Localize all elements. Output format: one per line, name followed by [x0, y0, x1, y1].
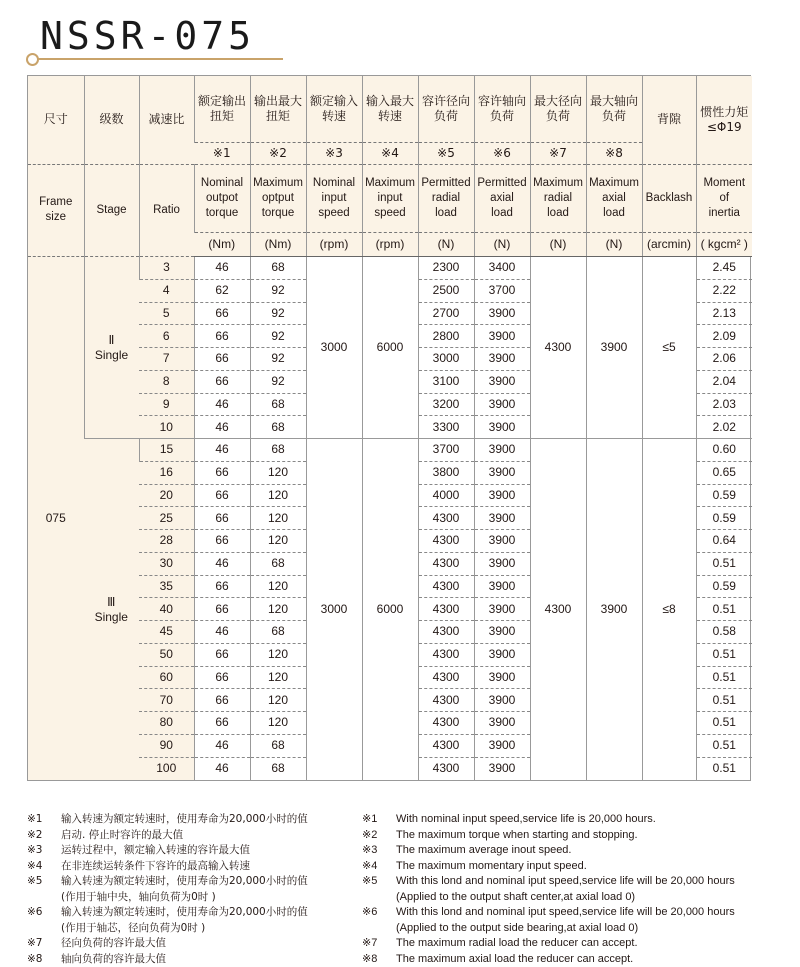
- max-torque-cell: 120: [250, 666, 306, 689]
- inertia-cell: 2.06: [696, 348, 752, 371]
- note-text: 输入转速为额定转速时，使用寿命为20,000小时的值: [61, 812, 308, 828]
- permitted-axial-cell: 3900: [474, 439, 530, 462]
- permitted-axial-cell: 3900: [474, 348, 530, 371]
- ratio-cell: 5: [139, 302, 194, 325]
- backlash-cell: ≤5: [642, 257, 696, 439]
- ratio-cell: 90: [139, 734, 194, 757]
- nominal-input-speed-cell: 3000: [306, 257, 362, 439]
- header-en: Frame size: [28, 164, 84, 256]
- header-zh: 级数: [84, 76, 139, 164]
- ratio-cell: 35: [139, 575, 194, 598]
- note-line: [362, 828, 792, 844]
- permitted-axial-cell: 3400: [474, 257, 530, 280]
- nominal-torque-cell: 66: [194, 598, 250, 621]
- ratio-cell: 45: [139, 621, 194, 644]
- permitted-radial-cell: 3300: [418, 416, 474, 439]
- permitted-axial-cell: 3900: [474, 621, 530, 644]
- inertia-cell: 0.59: [696, 484, 752, 507]
- footnote-mark: ※3: [306, 142, 362, 164]
- note-line: [27, 828, 357, 844]
- note-text: (Applied to the output side bearing,at axial load 0): [396, 921, 638, 937]
- nominal-torque-cell: 46: [194, 393, 250, 416]
- permitted-axial-cell: 3700: [474, 279, 530, 302]
- max-torque-cell: 92: [250, 348, 306, 371]
- header-en: Maximum input speed: [362, 164, 418, 232]
- note-text: The maximum average inout speed.: [396, 843, 571, 859]
- header-zh: 惯性力矩 ≤Φ19: [696, 76, 752, 164]
- note-line: [27, 905, 357, 921]
- inertia-cell: 0.51: [696, 712, 752, 735]
- ratio-cell: 15: [139, 439, 194, 462]
- max-axial-cell: 3900: [586, 439, 642, 780]
- note-line: [27, 843, 357, 859]
- permitted-radial-cell: 4300: [418, 734, 474, 757]
- header-en: Backlash: [642, 164, 696, 232]
- note-text: 在非连续运转条件下容许的最高输入转速: [61, 859, 250, 875]
- header-unit: (N): [530, 232, 586, 256]
- note-text: The maximum axial load the reducer can accept.: [396, 952, 633, 967]
- inertia-cell: 0.51: [696, 598, 752, 621]
- ratio-cell: 100: [139, 757, 194, 780]
- permitted-radial-cell: 4300: [418, 712, 474, 735]
- permitted-axial-cell: 3900: [474, 325, 530, 348]
- header-zh: 输出最大 扭矩: [250, 76, 306, 142]
- ratio-cell: 70: [139, 689, 194, 712]
- max-torque-cell: 92: [250, 302, 306, 325]
- nominal-torque-cell: 66: [194, 348, 250, 371]
- header-zh: 最大轴向 负荷: [586, 76, 642, 142]
- permitted-axial-cell: 3900: [474, 302, 530, 325]
- header-zh: 容许径向 负荷: [418, 76, 474, 142]
- inertia-cell: 0.51: [696, 689, 752, 712]
- note-line: [362, 921, 792, 937]
- inertia-cell: 2.09: [696, 325, 752, 348]
- note-text: 轴向负荷的容许最大值: [61, 952, 166, 967]
- note-mark: ※7: [27, 936, 61, 952]
- header-zh: 额定输出 扭矩: [194, 76, 250, 142]
- nominal-torque-cell: 46: [194, 552, 250, 575]
- inertia-cell: 2.13: [696, 302, 752, 325]
- permitted-radial-cell: 4300: [418, 757, 474, 780]
- header-zh: 额定输入 转速: [306, 76, 362, 142]
- note-text: The maximum torque when starting and stopping.: [396, 828, 638, 844]
- permitted-axial-cell: 3900: [474, 712, 530, 735]
- inertia-cell: 0.59: [696, 575, 752, 598]
- permitted-radial-cell: 4300: [418, 666, 474, 689]
- note-mark: ※2: [27, 828, 61, 844]
- note-line: [362, 890, 792, 906]
- permitted-radial-cell: 4300: [418, 643, 474, 666]
- ratio-cell: 40: [139, 598, 194, 621]
- ratio-cell: 9: [139, 393, 194, 416]
- ratio-cell: 30: [139, 552, 194, 575]
- nominal-input-speed-cell: 3000: [306, 439, 362, 780]
- max-input-speed-cell: 6000: [362, 257, 418, 439]
- inertia-cell: 0.58: [696, 621, 752, 644]
- header-en: Moment of inertia: [696, 164, 752, 232]
- note-mark: ※7: [362, 936, 396, 952]
- ratio-cell: 3: [139, 257, 194, 280]
- inertia-cell: 0.64: [696, 530, 752, 553]
- header-zh: 输入最大 转速: [362, 76, 418, 142]
- note-text: With this lond and nominal iput speed,service life will be 20,000 hours: [396, 905, 735, 921]
- header-en: Ratio: [139, 164, 194, 256]
- permitted-axial-cell: 3900: [474, 507, 530, 530]
- note-text: The maximum momentary input speed.: [396, 859, 587, 875]
- max-torque-cell: 68: [250, 393, 306, 416]
- ratio-cell: 50: [139, 643, 194, 666]
- nominal-torque-cell: 66: [194, 461, 250, 484]
- inertia-cell: 2.22: [696, 279, 752, 302]
- inertia-cell: 2.02: [696, 416, 752, 439]
- header-en: Maximum optput torque: [250, 164, 306, 232]
- note-mark: ※6: [362, 905, 396, 921]
- note-line: [362, 843, 792, 859]
- ratio-cell: 60: [139, 666, 194, 689]
- header-zh: 最大径向 负荷: [530, 76, 586, 142]
- title-underline: [33, 58, 283, 60]
- note-mark: ※3: [27, 843, 61, 859]
- permitted-axial-cell: 3900: [474, 530, 530, 553]
- nominal-torque-cell: 66: [194, 325, 250, 348]
- permitted-radial-cell: 4300: [418, 598, 474, 621]
- ratio-cell: 28: [139, 530, 194, 553]
- permitted-radial-cell: 3700: [418, 439, 474, 462]
- nominal-torque-cell: 66: [194, 575, 250, 598]
- nominal-torque-cell: 66: [194, 484, 250, 507]
- max-torque-cell: 68: [250, 257, 306, 280]
- title-bullet-icon: [26, 53, 39, 66]
- max-radial-cell: 4300: [530, 257, 586, 439]
- inertia-cell: 0.51: [696, 734, 752, 757]
- note-line: [362, 936, 792, 952]
- permitted-radial-cell: 2800: [418, 325, 474, 348]
- ratio-cell: 7: [139, 348, 194, 371]
- note-mark: [362, 921, 396, 937]
- max-torque-cell: 92: [250, 370, 306, 393]
- permitted-radial-cell: 4300: [418, 507, 474, 530]
- permitted-axial-cell: 3900: [474, 461, 530, 484]
- nominal-torque-cell: 66: [194, 712, 250, 735]
- max-torque-cell: 120: [250, 530, 306, 553]
- header-unit: (arcmin): [642, 232, 696, 256]
- nominal-torque-cell: 66: [194, 302, 250, 325]
- nominal-torque-cell: 46: [194, 257, 250, 280]
- header-unit: (Nm): [250, 232, 306, 256]
- note-line: [362, 905, 792, 921]
- max-torque-cell: 68: [250, 621, 306, 644]
- spec-table: [27, 75, 751, 781]
- header-en: Maximum axial load: [586, 164, 642, 232]
- inertia-cell: 0.51: [696, 643, 752, 666]
- inertia-cell: 2.45: [696, 257, 752, 280]
- inertia-cell: 2.03: [696, 393, 752, 416]
- permitted-axial-cell: 3900: [474, 666, 530, 689]
- note-mark: ※3: [362, 843, 396, 859]
- note-text: (作用于轴中央，轴向负荷为0时 ): [61, 890, 216, 906]
- footnote-mark: ※4: [362, 142, 418, 164]
- footnote-mark: ※8: [586, 142, 642, 164]
- footnote-mark: ※1: [194, 142, 250, 164]
- note-mark: ※5: [27, 874, 61, 890]
- header-unit: (N): [418, 232, 474, 256]
- permitted-axial-cell: 3900: [474, 643, 530, 666]
- note-line: [27, 936, 357, 952]
- note-line: [362, 874, 792, 890]
- permitted-radial-cell: 4300: [418, 575, 474, 598]
- note-mark: [27, 890, 61, 906]
- note-text: (Applied to the output shaft center,at axial load 0): [396, 890, 635, 906]
- nominal-torque-cell: 46: [194, 734, 250, 757]
- note-text: 运转过程中，额定输入转速的容许最大值: [61, 843, 250, 859]
- permitted-axial-cell: 3900: [474, 416, 530, 439]
- header-zh: 尺寸: [28, 76, 84, 164]
- nominal-torque-cell: 66: [194, 370, 250, 393]
- inertia-cell: 0.59: [696, 507, 752, 530]
- note-text: 输入转速为额定转速时，使用寿命为20,000小时的值: [61, 874, 308, 890]
- nominal-torque-cell: 46: [194, 416, 250, 439]
- permitted-axial-cell: 3900: [474, 575, 530, 598]
- permitted-radial-cell: 3800: [418, 461, 474, 484]
- max-torque-cell: 120: [250, 598, 306, 621]
- permitted-axial-cell: 3900: [474, 484, 530, 507]
- nominal-torque-cell: 66: [194, 530, 250, 553]
- header-en: Nominal input speed: [306, 164, 362, 232]
- note-mark: ※1: [362, 812, 396, 828]
- permitted-radial-cell: 2700: [418, 302, 474, 325]
- max-torque-cell: 120: [250, 575, 306, 598]
- max-torque-cell: 68: [250, 757, 306, 780]
- note-line: [362, 812, 792, 828]
- permitted-axial-cell: 3900: [474, 552, 530, 575]
- notes-english: [362, 812, 792, 967]
- note-line: [27, 859, 357, 875]
- max-torque-cell: 68: [250, 416, 306, 439]
- note-text: 启动. 停止时容许的最大值: [61, 828, 183, 844]
- nominal-torque-cell: 62: [194, 279, 250, 302]
- header-unit: (rpm): [306, 232, 362, 256]
- note-mark: [27, 921, 61, 937]
- nominal-torque-cell: 46: [194, 757, 250, 780]
- max-torque-cell: 120: [250, 484, 306, 507]
- ratio-cell: 25: [139, 507, 194, 530]
- ratio-cell: 80: [139, 712, 194, 735]
- header-zh: 减速比: [139, 76, 194, 164]
- max-torque-cell: 120: [250, 643, 306, 666]
- header-unit: (Nm): [194, 232, 250, 256]
- frame-size-cell: 075: [28, 257, 84, 780]
- max-torque-cell: 92: [250, 325, 306, 348]
- max-torque-cell: 68: [250, 439, 306, 462]
- footnote-mark: ※5: [418, 142, 474, 164]
- max-axial-cell: 3900: [586, 257, 642, 439]
- inertia-cell: 0.60: [696, 439, 752, 462]
- note-text: With this lond and nominal iput speed,service life will be 20,000 hours: [396, 874, 735, 890]
- permitted-axial-cell: 3900: [474, 393, 530, 416]
- inertia-cell: 2.04: [696, 370, 752, 393]
- stage-cell: Ⅲ Single: [84, 439, 139, 780]
- note-line: [27, 952, 357, 967]
- note-mark: ※4: [362, 859, 396, 875]
- ratio-cell: 4: [139, 279, 194, 302]
- header-en: Maximum radial load: [530, 164, 586, 232]
- ratio-cell: 6: [139, 325, 194, 348]
- note-line: [362, 952, 792, 967]
- max-torque-cell: 120: [250, 507, 306, 530]
- ratio-cell: 8: [139, 370, 194, 393]
- max-radial-cell: 4300: [530, 439, 586, 780]
- note-mark: ※2: [362, 828, 396, 844]
- nominal-torque-cell: 46: [194, 621, 250, 644]
- nominal-torque-cell: 46: [194, 439, 250, 462]
- header-unit: (N): [586, 232, 642, 256]
- header-unit: (N): [474, 232, 530, 256]
- permitted-axial-cell: 3900: [474, 598, 530, 621]
- notes-chinese: [27, 812, 357, 967]
- note-mark: ※6: [27, 905, 61, 921]
- header-en: Permitted axial load: [474, 164, 530, 232]
- inertia-cell: 0.65: [696, 461, 752, 484]
- ratio-cell: 16: [139, 461, 194, 484]
- permitted-axial-cell: 3900: [474, 370, 530, 393]
- permitted-axial-cell: 3900: [474, 734, 530, 757]
- max-torque-cell: 68: [250, 552, 306, 575]
- max-torque-cell: 68: [250, 734, 306, 757]
- permitted-radial-cell: 4300: [418, 530, 474, 553]
- note-text: With nominal input speed,service life is 20,000 hours.: [396, 812, 656, 828]
- note-mark: [362, 890, 396, 906]
- permitted-radial-cell: 3200: [418, 393, 474, 416]
- note-text: 径向负荷的容许最大值: [61, 936, 166, 952]
- note-mark: ※5: [362, 874, 396, 890]
- inertia-cell: 0.51: [696, 666, 752, 689]
- max-torque-cell: 120: [250, 712, 306, 735]
- permitted-radial-cell: 2500: [418, 279, 474, 302]
- note-line: [27, 812, 357, 828]
- header-unit: (rpm): [362, 232, 418, 256]
- header-unit: ( kgcm² ): [696, 232, 752, 256]
- footnote-mark: ※2: [250, 142, 306, 164]
- note-line: [27, 890, 357, 906]
- footnote-mark: ※6: [474, 142, 530, 164]
- permitted-radial-cell: 2300: [418, 257, 474, 280]
- header-zh: 容许轴向 负荷: [474, 76, 530, 142]
- max-torque-cell: 120: [250, 689, 306, 712]
- permitted-axial-cell: 3900: [474, 757, 530, 780]
- max-torque-cell: 120: [250, 461, 306, 484]
- ratio-cell: 20: [139, 484, 194, 507]
- permitted-radial-cell: 4300: [418, 689, 474, 712]
- page-title: NSSR-075: [40, 14, 255, 58]
- note-text: 输入转速为额定转速时，使用寿命为20,000小时的值: [61, 905, 308, 921]
- nominal-torque-cell: 66: [194, 643, 250, 666]
- max-torque-cell: 92: [250, 279, 306, 302]
- note-text: The maximum radial load the reducer can accept.: [396, 936, 638, 952]
- note-line: [27, 921, 357, 937]
- stage-cell: Ⅱ Single: [84, 257, 139, 439]
- ratio-cell: 10: [139, 416, 194, 439]
- header-en: Stage: [84, 164, 139, 256]
- permitted-axial-cell: 3900: [474, 689, 530, 712]
- note-mark: ※4: [27, 859, 61, 875]
- note-mark: ※1: [27, 812, 61, 828]
- permitted-radial-cell: 3000: [418, 348, 474, 371]
- note-text: (作用于轴芯，径向负荷为0时 ): [61, 921, 205, 937]
- backlash-cell: ≤8: [642, 439, 696, 780]
- nominal-torque-cell: 66: [194, 666, 250, 689]
- inertia-cell: 0.51: [696, 552, 752, 575]
- header-zh: 背隙: [642, 76, 696, 164]
- footnote-mark: ※7: [530, 142, 586, 164]
- nominal-torque-cell: 66: [194, 507, 250, 530]
- permitted-radial-cell: 4300: [418, 621, 474, 644]
- permitted-radial-cell: 4300: [418, 552, 474, 575]
- note-line: [27, 874, 357, 890]
- permitted-radial-cell: 4000: [418, 484, 474, 507]
- nominal-torque-cell: 66: [194, 689, 250, 712]
- note-mark: ※8: [362, 952, 396, 967]
- permitted-radial-cell: 3100: [418, 370, 474, 393]
- note-line: [362, 859, 792, 875]
- header-en: Nominal outpot torque: [194, 164, 250, 232]
- note-mark: ※8: [27, 952, 61, 967]
- header-en: Permitted radial load: [418, 164, 474, 232]
- inertia-cell: 0.51: [696, 757, 752, 780]
- max-input-speed-cell: 6000: [362, 439, 418, 780]
